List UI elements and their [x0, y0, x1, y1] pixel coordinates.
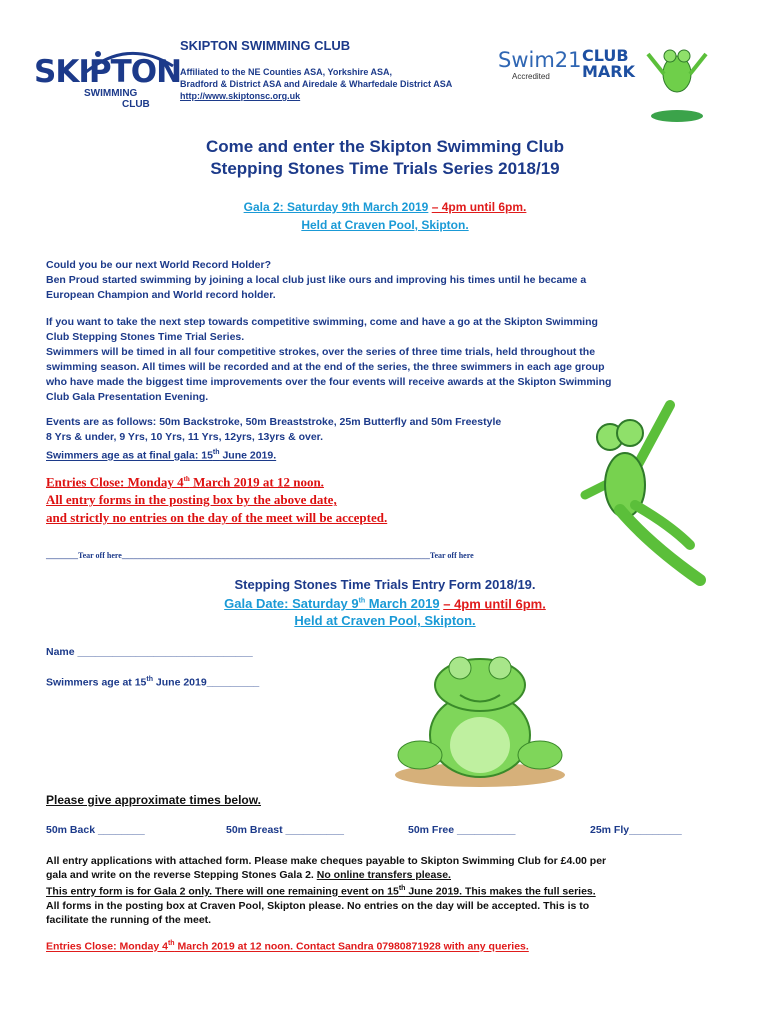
text-line: facilitate the running of the meet.: [46, 913, 212, 926]
text-line: 8 Yrs & under, 9 Yrs, 10 Yrs, 11 Yrs, 12yrs, 13yrs & over.: [46, 431, 324, 443]
gala-date: Gala 2: Saturday 9th March 2019: [243, 200, 429, 214]
club-website-link[interactable]: http://www.skiptonsc.org.uk: [180, 91, 301, 101]
text-part: March 2019: [365, 596, 440, 612]
affiliation: [180, 66, 452, 102]
text-part: March 2019 at 12 noon.: [189, 474, 324, 490]
text-part: Entries Close: Monday 4: [46, 940, 168, 953]
clubmark-badge: [582, 48, 635, 80]
text-part: Gala Date: Saturday 9: [224, 596, 359, 612]
affiliation-line: Affiliated to the NE Counties ASA, Yorkshire ASA,: [180, 67, 393, 77]
text-line: All entry applications with attached form. Please make cheques payable to Skipton Swimming Club for £4.00 per: [46, 855, 607, 867]
text-line: who have made the biggest time improvements over the four events will receive awards at the Skipton Swimming: [46, 376, 612, 388]
entry-instructions: [46, 854, 726, 927]
sitting-frog-icon: [380, 640, 580, 790]
form-gala-time: – 4pm until 6pm.: [443, 596, 546, 612]
swim21-accredited: Accredited: [512, 72, 550, 81]
text-line: If you want to take the next step towards competitive swimming, come and have a go at the Skipton Swimming: [46, 316, 598, 328]
club-title: SKIPTON SWIMMING CLUB: [180, 38, 351, 53]
club-logo: [34, 44, 182, 110]
form-title: Stepping Stones Time Trials Entry Form 2018/19.: [234, 577, 536, 592]
breast-time-field[interactable]: 50m Breast __________: [226, 824, 344, 836]
tear-off-line: ________Tear off here_____________________________________________________________________________Tear off here: [46, 551, 474, 560]
text-part: gala and write on the reverse Stepping Stones Gala 2.: [46, 869, 317, 881]
text-sup: th: [167, 940, 175, 947]
text-sup: th: [398, 885, 406, 892]
affiliation-line: Bradford & District ASA and Airedale & Wharfedale District ASA: [180, 79, 453, 89]
text-part: Entries Close: Monday 4: [46, 474, 184, 490]
gala-venue: Held at Craven Pool, Skipton.: [301, 218, 469, 232]
text-sup: th: [183, 475, 190, 483]
text-line: All forms in the posting box at Craven Pool, Skipton please. No entries on the day will be accepted. This is to: [46, 899, 590, 912]
clubmark-line: CLUB: [582, 46, 629, 65]
small-frog-icon: [642, 34, 712, 124]
text-line: Could you be our next World Record Holder?: [46, 259, 271, 271]
entry-form-heading: [0, 576, 770, 629]
text-line: Club Stepping Stones Time Trial Series.: [46, 331, 245, 343]
text-sup: th: [146, 676, 153, 683]
name-field[interactable]: Name ______________________________: [46, 646, 253, 658]
text-part: Swimmers age at 15: [46, 676, 147, 689]
text-line: All entry forms in the posting box by the above date,: [46, 492, 337, 508]
gala-info: [0, 198, 770, 234]
text-line: swimming season. All times will be recorded and at the end of the series, the three swimmers in each age group: [46, 361, 605, 373]
gala-time: – 4pm until 6pm.: [431, 200, 527, 214]
age-rule: [46, 445, 606, 464]
final-entries-notice: [46, 940, 529, 953]
entries-close-notice: [46, 470, 387, 527]
logo-text: SKIPTON: [34, 54, 182, 90]
jumping-frog-icon: [580, 395, 730, 595]
text-line: Ben Proud started swimming by joining a local club just like ours and improving his times until he became a: [46, 274, 587, 286]
text-part: No online transfers please.: [316, 869, 451, 881]
text-line: European Champion and World record holder.: [46, 289, 276, 301]
text-line: Swimmers will be timed in all four competitive strokes, over the series of three time trials, held throughout the: [46, 346, 596, 358]
clubmark-line: MARK: [582, 62, 636, 81]
text-part: Swimmers age as at final gala: 15: [46, 449, 213, 462]
text-sup: th: [358, 598, 366, 605]
text-line: and strictly no entries on the day of the meet will be accepted.: [46, 510, 388, 526]
details-paragraph: [46, 315, 706, 405]
title-line: Stepping Stones Time Trials Series 2018/19: [210, 159, 560, 178]
swim21-text: Swim21: [498, 48, 582, 72]
text-line: Club Gala Presentation Evening.: [46, 391, 209, 403]
logo-swimming: SWIMMING: [84, 88, 138, 99]
events-paragraph: [46, 415, 606, 464]
fly-time-field[interactable]: 25m Fly_________: [590, 824, 682, 836]
logo-club: CLUB: [122, 99, 150, 110]
text-part: June 2019_________: [153, 676, 260, 689]
form-venue: Held at Craven Pool, Skipton.: [294, 613, 476, 629]
text-sup: th: [212, 449, 220, 456]
intro-paragraph: [46, 258, 706, 303]
page-title: [0, 136, 770, 180]
free-time-field[interactable]: 50m Free __________: [408, 824, 516, 836]
age-field[interactable]: [46, 676, 259, 689]
back-time-field[interactable]: 50m Back ________: [46, 824, 145, 836]
text-part: This entry form is for Gala 2 only. There will one remaining event on 15: [46, 885, 399, 898]
text-line: Events are as follows: 50m Backstroke, 50m Breaststroke, 25m Butterfly and 50m Freestyle: [46, 416, 502, 428]
text-part: March 2019 at 12 noon. Contact Sandra 07980871928 with any queries.: [174, 940, 529, 953]
swim21-badge: [498, 48, 582, 88]
text-part: June 2019.: [219, 449, 277, 462]
approx-times-heading: Please give approximate times below.: [46, 793, 261, 807]
text-part: June 2019. This makes the full series.: [405, 885, 596, 898]
title-line: Come and enter the Skipton Swimming Club: [206, 137, 564, 156]
